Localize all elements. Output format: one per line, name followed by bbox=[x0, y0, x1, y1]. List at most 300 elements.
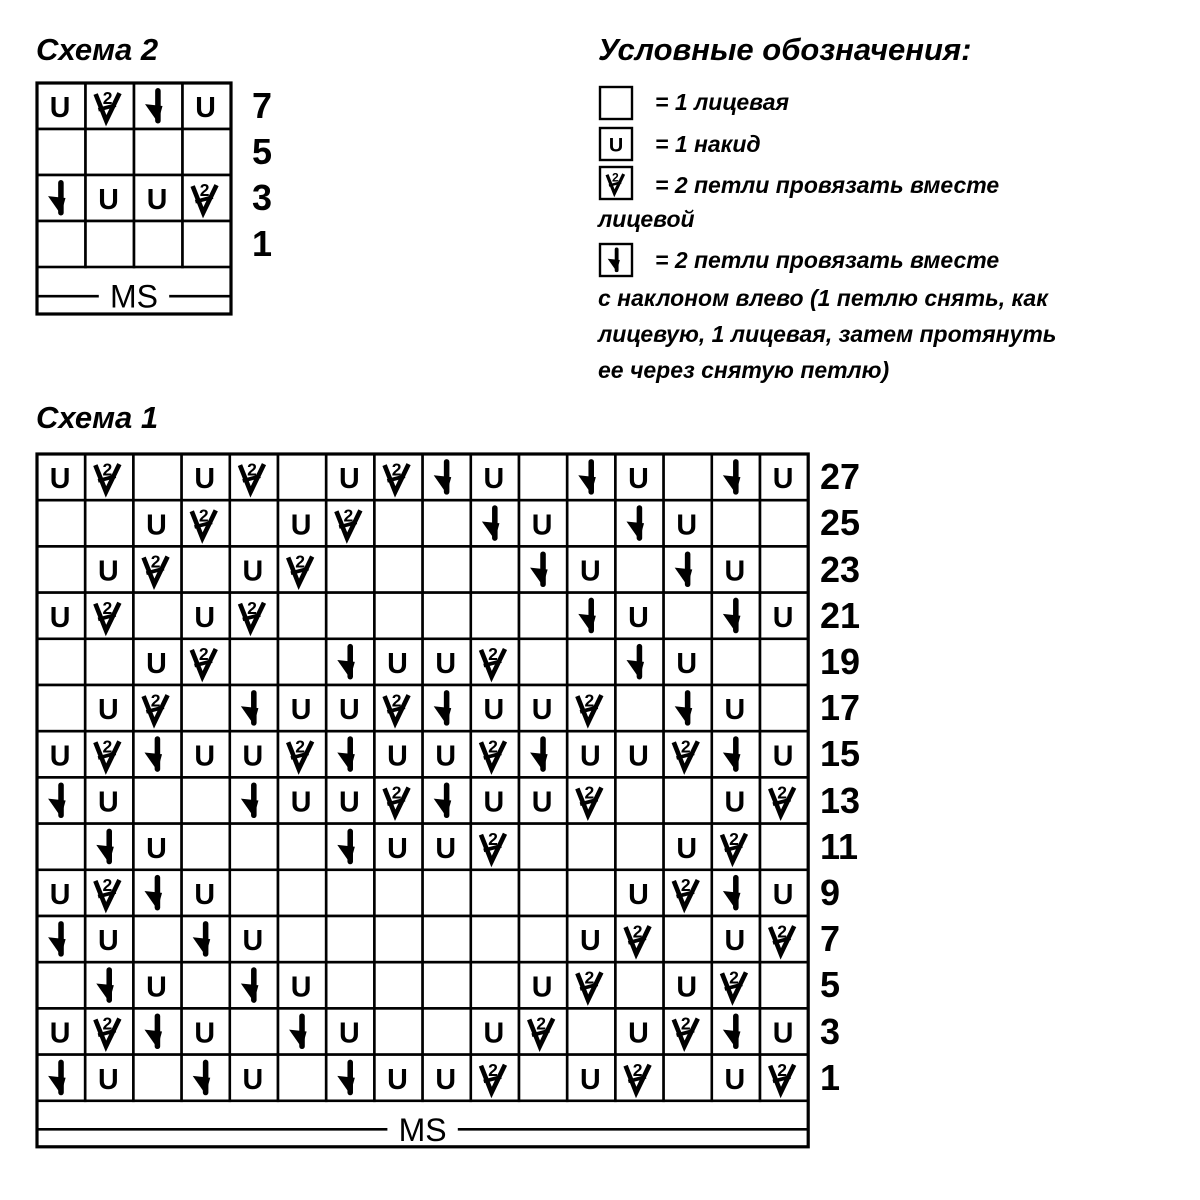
yarn-over-cell bbox=[133, 500, 181, 546]
svg-text:U: U bbox=[435, 740, 457, 773]
scheme1-row-1 bbox=[37, 1055, 808, 1101]
scheme2-footer bbox=[37, 279, 231, 315]
scheme1-row-5 bbox=[37, 962, 808, 1008]
ssk-cell bbox=[712, 593, 760, 639]
knit-cell bbox=[471, 962, 519, 1008]
svg-text:U: U bbox=[290, 509, 312, 542]
ssk-cell bbox=[471, 500, 519, 546]
yarn-over-cell bbox=[86, 175, 135, 221]
svg-text:2: 2 bbox=[488, 1059, 498, 1080]
svg-text:U: U bbox=[290, 971, 312, 1004]
yarn-over-cell bbox=[278, 685, 326, 731]
yarn-over-cell bbox=[760, 1008, 808, 1054]
knit-cell bbox=[182, 962, 230, 1008]
yarn-over-cell bbox=[423, 731, 471, 777]
ssk-cell bbox=[712, 454, 760, 500]
scheme2-row-5 bbox=[37, 129, 231, 175]
yarn-over-cell bbox=[37, 731, 85, 777]
ssk-cell bbox=[230, 777, 278, 823]
knit-cell bbox=[519, 916, 567, 962]
svg-text:2: 2 bbox=[102, 736, 113, 757]
knit-cell bbox=[183, 221, 232, 267]
knit-cell bbox=[133, 777, 181, 823]
yarn-over-cell bbox=[519, 777, 567, 823]
yarn-over-cell bbox=[712, 777, 760, 823]
legend-text-ssk-line3: лицевую, 1 лицевая, затем протянуть bbox=[598, 321, 1057, 347]
ssk-cell bbox=[37, 777, 85, 823]
ssk-cell bbox=[326, 1055, 374, 1101]
scheme1-row-number: 3 bbox=[820, 1010, 841, 1052]
yarn-over-cell bbox=[278, 962, 326, 1008]
svg-text:2: 2 bbox=[488, 736, 498, 757]
svg-text:2: 2 bbox=[295, 736, 306, 757]
yarn-over-cell bbox=[664, 500, 712, 546]
knit-cell bbox=[37, 962, 85, 1008]
svg-text:U: U bbox=[338, 694, 360, 727]
knit-cell bbox=[37, 639, 85, 685]
svg-text:U: U bbox=[628, 878, 649, 911]
k2tog-cell bbox=[615, 1055, 663, 1101]
knit-cell bbox=[567, 1008, 615, 1054]
knit-cell bbox=[85, 500, 133, 546]
yarn-over-cell bbox=[423, 1055, 471, 1101]
yarn-over-cell bbox=[519, 962, 567, 1008]
svg-text:U: U bbox=[387, 1063, 408, 1096]
legend-symbols bbox=[600, 87, 632, 276]
svg-text:2: 2 bbox=[584, 690, 595, 711]
k2tog-cell bbox=[712, 824, 760, 870]
knit-cell bbox=[760, 500, 808, 546]
scheme1-row-13 bbox=[37, 777, 808, 823]
svg-text:U: U bbox=[242, 740, 264, 773]
knit-cell bbox=[519, 1055, 567, 1101]
knit-cell bbox=[182, 546, 230, 592]
knit-cell bbox=[423, 593, 471, 639]
svg-text:U: U bbox=[483, 786, 505, 819]
k2tog-cell bbox=[133, 685, 181, 731]
svg-text:2: 2 bbox=[729, 967, 739, 988]
knit-cell bbox=[519, 639, 567, 685]
k2tog-cell bbox=[760, 777, 808, 823]
knit-cell bbox=[423, 500, 471, 546]
svg-text:U: U bbox=[97, 786, 119, 819]
scheme1-row-17 bbox=[37, 685, 808, 731]
yarn-over-cell bbox=[183, 83, 232, 129]
scheme2-row-number: 5 bbox=[252, 131, 273, 172]
knit-cell bbox=[278, 824, 326, 870]
yarn-over-cell bbox=[760, 870, 808, 916]
yarn-over-cell bbox=[374, 824, 422, 870]
knit-cell bbox=[133, 454, 181, 500]
svg-text:U: U bbox=[579, 1063, 601, 1096]
ssk-cell bbox=[326, 731, 374, 777]
scheme1-row-11 bbox=[37, 824, 808, 870]
knit-cell bbox=[567, 639, 615, 685]
k2tog-cell bbox=[230, 454, 278, 500]
knit-cell bbox=[326, 593, 374, 639]
yarn-over-cell bbox=[712, 916, 760, 962]
knit-cell bbox=[230, 1008, 278, 1054]
svg-text:U: U bbox=[242, 1063, 264, 1096]
knit-cell bbox=[326, 546, 374, 592]
knit-cell bbox=[183, 129, 232, 175]
k2tog-cell bbox=[471, 1055, 519, 1101]
svg-text:U: U bbox=[49, 878, 71, 911]
yarn-over-cell bbox=[230, 916, 278, 962]
svg-text:2: 2 bbox=[584, 967, 595, 988]
svg-text:2: 2 bbox=[150, 551, 161, 572]
svg-text:2: 2 bbox=[391, 690, 402, 711]
knit-cell bbox=[423, 962, 471, 1008]
svg-text:U: U bbox=[483, 694, 505, 727]
knit-cell bbox=[471, 546, 519, 592]
svg-text:2: 2 bbox=[102, 459, 113, 480]
svg-text:2: 2 bbox=[391, 459, 402, 480]
svg-text:U: U bbox=[194, 878, 216, 911]
knit-cell bbox=[326, 916, 374, 962]
svg-text:U: U bbox=[676, 509, 698, 542]
svg-text:U: U bbox=[435, 1063, 457, 1096]
knit-cell bbox=[664, 777, 712, 823]
scheme1-row-3 bbox=[37, 1008, 808, 1054]
svg-text:U: U bbox=[146, 184, 168, 217]
svg-text:U: U bbox=[435, 647, 457, 680]
ssk-cell bbox=[712, 870, 760, 916]
knit-cell bbox=[615, 824, 663, 870]
scheme1-row-number: 7 bbox=[820, 918, 841, 960]
knit-cell bbox=[134, 129, 183, 175]
svg-text:2: 2 bbox=[729, 828, 739, 849]
yarn-over-cell bbox=[133, 639, 181, 685]
knit-cell bbox=[471, 870, 519, 916]
knit-cell bbox=[278, 454, 326, 500]
svg-text:U: U bbox=[531, 509, 553, 542]
scheme2-title: Схема 2 bbox=[36, 32, 159, 67]
yarn-over-cell bbox=[37, 870, 85, 916]
svg-text:2: 2 bbox=[199, 180, 210, 201]
knit-cell bbox=[326, 962, 374, 1008]
svg-text:2: 2 bbox=[632, 1059, 643, 1080]
k2tog-cell bbox=[567, 685, 615, 731]
ssk-cell bbox=[423, 777, 471, 823]
knit-cell bbox=[133, 916, 181, 962]
ssk-cell bbox=[423, 454, 471, 500]
svg-text:U: U bbox=[724, 925, 746, 958]
svg-text:U: U bbox=[49, 740, 71, 773]
knit-cell bbox=[423, 546, 471, 592]
scheme1-row-23 bbox=[37, 546, 808, 592]
knit-cell bbox=[182, 685, 230, 731]
k2tog-cell bbox=[471, 639, 519, 685]
knit-cell bbox=[37, 500, 85, 546]
scheme2-row-1 bbox=[37, 221, 231, 267]
knit-cell bbox=[86, 129, 135, 175]
svg-text:U: U bbox=[97, 925, 119, 958]
legend-text-k2tog-line1: = 2 петли провязать вместе bbox=[655, 172, 1000, 198]
legend-title: Условные обозначения: bbox=[598, 32, 972, 67]
yarn-over-cell bbox=[326, 1008, 374, 1054]
svg-text:2: 2 bbox=[247, 597, 257, 618]
svg-text:2: 2 bbox=[247, 459, 257, 480]
k2tog-cell bbox=[760, 1055, 808, 1101]
svg-text:2: 2 bbox=[102, 1013, 113, 1034]
knit-cell bbox=[615, 685, 663, 731]
knit-cell bbox=[567, 500, 615, 546]
knit-cell bbox=[37, 824, 85, 870]
knit-cell bbox=[374, 593, 422, 639]
scheme2-footer-label: MS bbox=[110, 278, 158, 315]
svg-text:U: U bbox=[579, 740, 601, 773]
ssk-cell bbox=[664, 685, 712, 731]
yarn-over-cell bbox=[182, 870, 230, 916]
svg-text:U: U bbox=[628, 740, 649, 773]
knit-cell bbox=[86, 221, 135, 267]
yarn-over-cell bbox=[664, 639, 712, 685]
scheme2-row-number: 7 bbox=[252, 85, 273, 126]
knit-cell bbox=[615, 962, 663, 1008]
yarn-over-cell bbox=[567, 546, 615, 592]
scheme2-grid bbox=[37, 83, 231, 315]
ssk-cell bbox=[712, 731, 760, 777]
ssk-cell bbox=[664, 546, 712, 592]
legend-text-knit: = 1 лицевая bbox=[655, 89, 790, 115]
scheme1-row-number: 17 bbox=[820, 687, 861, 729]
svg-text:U: U bbox=[146, 971, 167, 1004]
knit-cell bbox=[423, 1008, 471, 1054]
svg-text:U: U bbox=[194, 1017, 216, 1050]
yarn-over-cell bbox=[760, 454, 808, 500]
yarn-over-cell bbox=[133, 824, 181, 870]
scheme1-row-number: 25 bbox=[820, 502, 861, 544]
yarn-over-cell bbox=[567, 731, 615, 777]
yarn-over-cell bbox=[230, 546, 278, 592]
yarn-over-cell bbox=[326, 685, 374, 731]
yarn-over-cell bbox=[182, 731, 230, 777]
knit-cell bbox=[278, 1055, 326, 1101]
knit-cell bbox=[326, 870, 374, 916]
yarn-over-cell bbox=[37, 593, 85, 639]
legend-text-ssk-line4: ее через снятую петлю) bbox=[598, 357, 890, 383]
knit-cell bbox=[278, 639, 326, 685]
ssk-cell bbox=[37, 175, 86, 221]
scheme1-row-number: 5 bbox=[820, 964, 841, 1006]
svg-text:2: 2 bbox=[488, 644, 498, 665]
knit-cell bbox=[760, 639, 808, 685]
svg-text:U: U bbox=[724, 1063, 746, 1096]
svg-text:U: U bbox=[772, 601, 794, 634]
knit-cell bbox=[374, 500, 422, 546]
knit-cell bbox=[760, 685, 808, 731]
k2tog-cell bbox=[471, 824, 519, 870]
scheme1-row-number: 23 bbox=[820, 548, 861, 590]
svg-text:U: U bbox=[724, 694, 746, 727]
knit-cell bbox=[85, 639, 133, 685]
knit-cell bbox=[760, 962, 808, 1008]
yarn-over-cell bbox=[374, 639, 422, 685]
yarn-over-cell bbox=[615, 870, 663, 916]
scheme1-row-number: 1 bbox=[820, 1056, 841, 1098]
svg-text:2: 2 bbox=[391, 782, 402, 803]
scheme1-row-19 bbox=[37, 639, 808, 685]
yarn-over-cell bbox=[85, 916, 133, 962]
ssk-cell bbox=[615, 639, 663, 685]
knit-cell bbox=[760, 546, 808, 592]
yarn-over-cell bbox=[133, 962, 181, 1008]
ssk-cell bbox=[567, 454, 615, 500]
svg-text:U: U bbox=[49, 1017, 71, 1050]
k2tog-cell bbox=[374, 454, 422, 500]
knit-cell bbox=[230, 824, 278, 870]
yarn-over-cell bbox=[374, 1055, 422, 1101]
knit-cell bbox=[567, 824, 615, 870]
yarn-over-cell bbox=[615, 1008, 663, 1054]
yarn-over-cell bbox=[37, 1008, 85, 1054]
knit-cell bbox=[664, 593, 712, 639]
yarn-over-cell bbox=[37, 454, 85, 500]
svg-text:U: U bbox=[338, 786, 360, 819]
yarn-over-cell bbox=[326, 777, 374, 823]
svg-text:2: 2 bbox=[343, 505, 354, 526]
ssk-cell bbox=[133, 1008, 181, 1054]
svg-text:U: U bbox=[98, 184, 119, 217]
svg-text:U: U bbox=[290, 694, 312, 727]
svg-text:2: 2 bbox=[680, 875, 691, 896]
k2tog-cell bbox=[278, 546, 326, 592]
yarn-over-cell bbox=[471, 454, 519, 500]
knit-cell bbox=[471, 593, 519, 639]
scheme1-row-number: 15 bbox=[820, 733, 861, 775]
ssk-cell bbox=[423, 685, 471, 731]
svg-text:2: 2 bbox=[102, 88, 113, 109]
svg-text:U: U bbox=[724, 786, 746, 819]
legend-text-ssk-line1: = 2 петли провязать вместе bbox=[655, 247, 1000, 273]
svg-text:U: U bbox=[724, 555, 746, 588]
k2tog-cell bbox=[519, 1008, 567, 1054]
svg-text:2: 2 bbox=[680, 1013, 691, 1034]
knit-cell bbox=[374, 916, 422, 962]
k2tog-cell bbox=[85, 870, 133, 916]
ssk-cell bbox=[133, 731, 181, 777]
ssk-cell bbox=[182, 1055, 230, 1101]
ssk-cell bbox=[326, 824, 374, 870]
k2tog-cell bbox=[567, 777, 615, 823]
yarn-over-cell bbox=[567, 1055, 615, 1101]
svg-text:U: U bbox=[242, 925, 264, 958]
svg-text:U: U bbox=[628, 463, 649, 496]
knit-cell bbox=[712, 500, 760, 546]
svg-text:2: 2 bbox=[198, 644, 209, 665]
knit-cell bbox=[278, 870, 326, 916]
svg-text:U: U bbox=[195, 92, 216, 125]
svg-text:U: U bbox=[146, 647, 167, 680]
svg-text:U: U bbox=[772, 1017, 794, 1050]
knit-cell bbox=[760, 824, 808, 870]
yarn-over-cell bbox=[230, 1055, 278, 1101]
k2tog-cell bbox=[86, 83, 135, 129]
knit-cell bbox=[278, 593, 326, 639]
scheme2-row-number: 1 bbox=[252, 223, 273, 264]
knit-cell bbox=[230, 639, 278, 685]
knit-cell bbox=[374, 546, 422, 592]
ssk-cell bbox=[134, 83, 183, 129]
yarn-over-cell bbox=[471, 777, 519, 823]
scheme2-row-number: 3 bbox=[252, 177, 273, 218]
k2tog-cell bbox=[615, 916, 663, 962]
yarn-over-cell bbox=[230, 731, 278, 777]
k2tog-cell bbox=[760, 916, 808, 962]
ssk-cell bbox=[278, 1008, 326, 1054]
svg-text:U: U bbox=[483, 1017, 505, 1050]
svg-text:U: U bbox=[628, 1017, 649, 1050]
legend-knit-cell bbox=[600, 87, 632, 119]
scheme1-title: Схема 1 bbox=[36, 400, 159, 435]
yarn-over-cell bbox=[423, 639, 471, 685]
ssk-cell bbox=[326, 639, 374, 685]
yarn-over-cell bbox=[615, 454, 663, 500]
svg-text:U: U bbox=[146, 509, 167, 542]
yarn-over-cell bbox=[134, 175, 183, 221]
knit-cell bbox=[423, 870, 471, 916]
k2tog-cell bbox=[85, 731, 133, 777]
svg-text:2: 2 bbox=[680, 736, 691, 757]
k2tog-cell bbox=[230, 593, 278, 639]
svg-text:2: 2 bbox=[777, 1059, 788, 1080]
scheme1-row-9 bbox=[37, 870, 808, 916]
yarn-over-cell bbox=[519, 500, 567, 546]
ssk-cell bbox=[133, 870, 181, 916]
ssk-cell bbox=[37, 1055, 85, 1101]
svg-text:U: U bbox=[387, 740, 408, 773]
svg-text:U: U bbox=[531, 694, 553, 727]
svg-text:U: U bbox=[772, 740, 794, 773]
knit-cell bbox=[278, 916, 326, 962]
yarn-over-cell bbox=[85, 1055, 133, 1101]
scheme1-row-25 bbox=[37, 500, 808, 546]
scheme1-row-number: 11 bbox=[820, 825, 859, 867]
svg-text:2: 2 bbox=[632, 921, 643, 942]
svg-text:2: 2 bbox=[102, 875, 113, 896]
svg-text:U: U bbox=[194, 463, 216, 496]
legend-text-k2tog-line2: лицевой bbox=[598, 206, 695, 232]
knit-cell bbox=[182, 824, 230, 870]
svg-text:U: U bbox=[338, 463, 360, 496]
k2tog-cell bbox=[182, 500, 230, 546]
yarn-over-cell bbox=[278, 777, 326, 823]
ssk-cell bbox=[230, 685, 278, 731]
k2tog-cell bbox=[664, 731, 712, 777]
svg-text:U: U bbox=[772, 878, 794, 911]
knit-cell bbox=[615, 546, 663, 592]
svg-text:U: U bbox=[146, 832, 167, 865]
svg-text:2: 2 bbox=[584, 782, 595, 803]
yarn-over-cell bbox=[712, 1055, 760, 1101]
yarn-over-cell bbox=[182, 454, 230, 500]
scheme1-row-number: 27 bbox=[820, 456, 861, 498]
yarn-over-cell bbox=[37, 83, 86, 129]
k2tog-cell bbox=[182, 639, 230, 685]
yarn-over-cell bbox=[326, 454, 374, 500]
legend-k2tog-cell bbox=[600, 167, 632, 199]
svg-text:U: U bbox=[579, 555, 601, 588]
svg-text:U: U bbox=[49, 92, 71, 125]
svg-text:U: U bbox=[579, 925, 601, 958]
knit-cell bbox=[423, 916, 471, 962]
k2tog-cell bbox=[471, 731, 519, 777]
knit-cell bbox=[519, 454, 567, 500]
yarn-over-cell bbox=[85, 777, 133, 823]
yarn-over-cell bbox=[519, 685, 567, 731]
k2tog-cell bbox=[567, 962, 615, 1008]
